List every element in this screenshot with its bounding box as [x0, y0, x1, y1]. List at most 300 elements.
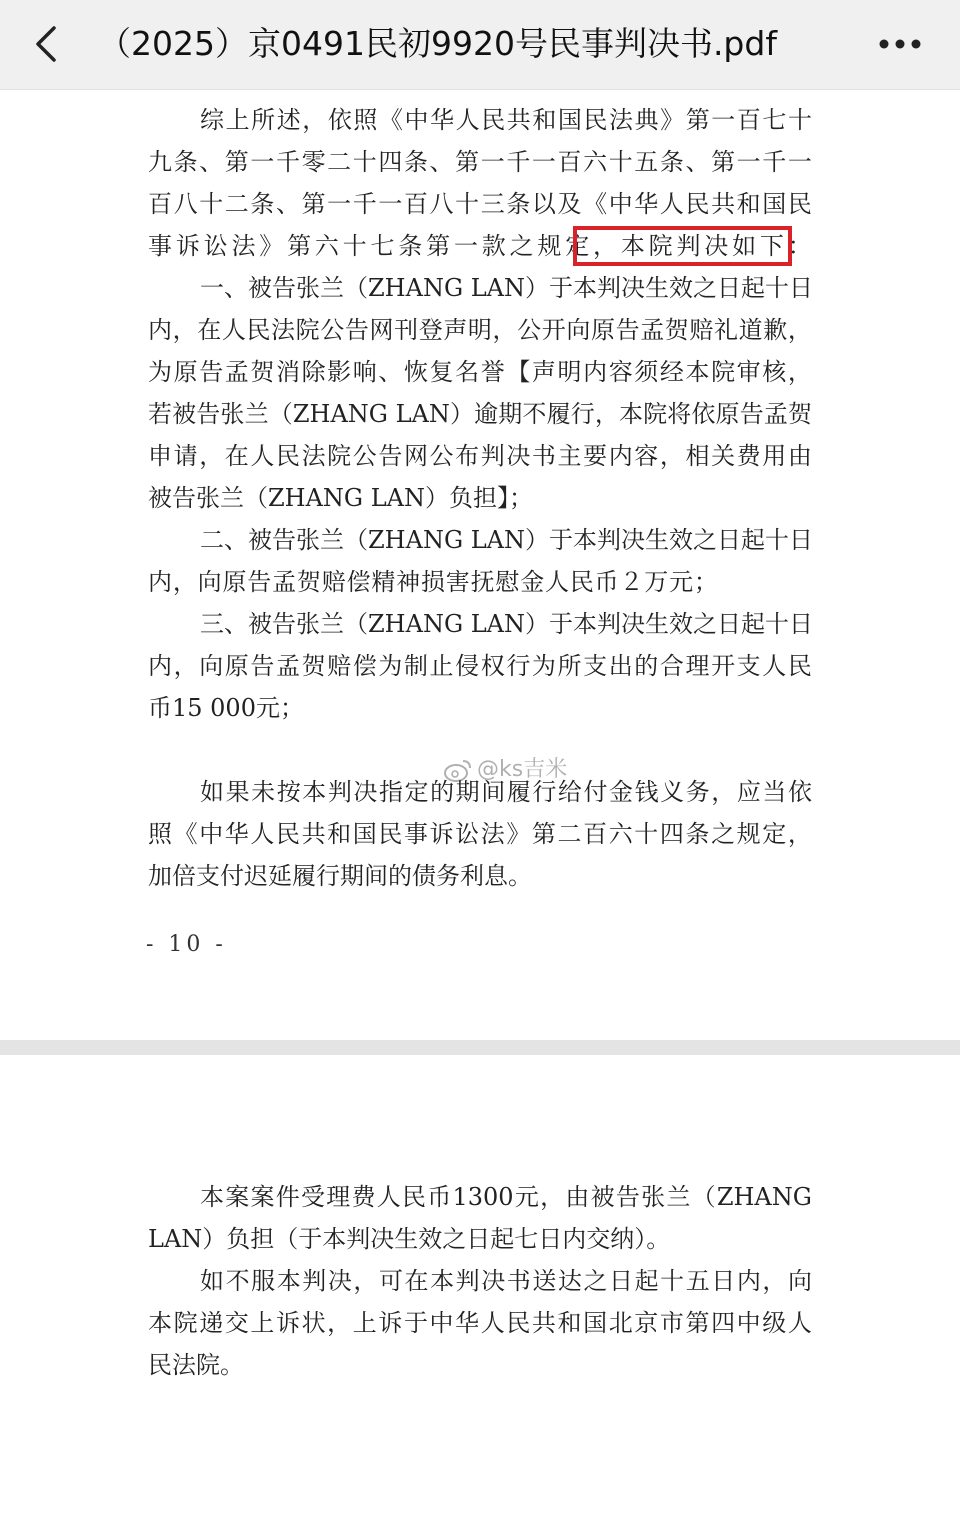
glyph: 兰: [244, 400, 269, 428]
glyph: 本: [430, 1267, 455, 1295]
glyph: 履: [546, 400, 571, 428]
glyph: 日: [789, 526, 814, 554]
glyph: 本: [276, 1267, 301, 1295]
glyph: 款: [481, 232, 506, 260]
glyph: 告: [250, 652, 275, 680]
text-line: [148, 565, 718, 599]
glyph: 明: [557, 358, 582, 386]
glyph: 行: [532, 778, 557, 806]
glyph: 原: [715, 400, 740, 428]
glyph: 关: [711, 442, 736, 470]
glyph: 《: [583, 190, 608, 218]
glyph: 道: [738, 316, 763, 344]
glyph: 规: [537, 232, 562, 260]
glyph: 一: [378, 190, 403, 218]
glyph: 为: [148, 358, 172, 386]
glyph: 效: [669, 610, 694, 638]
glyph: 共: [531, 1309, 556, 1337]
glyph: 告: [739, 400, 764, 428]
glyph: 理: [685, 652, 710, 680]
glyph: 人: [455, 106, 480, 134]
glyph: 及: [557, 190, 582, 218]
glyph: 第: [301, 190, 326, 218]
glyph: ，: [711, 778, 736, 806]
glyph: 法: [609, 106, 633, 134]
glyph: 民: [378, 820, 403, 848]
glyph: 逾: [474, 400, 499, 428]
glyph: 上: [352, 1309, 377, 1337]
glyph: 容: [634, 442, 659, 470]
glyph: ，: [172, 316, 197, 344]
glyph: 判: [676, 232, 701, 260]
glyph: 华: [430, 106, 455, 134]
glyph: 法: [231, 232, 256, 260]
glyph: 人: [787, 1309, 812, 1337]
glyph: 金: [520, 568, 545, 596]
text-line: [200, 271, 812, 305]
glyph: 十: [455, 190, 480, 218]
glyph: 赔: [689, 316, 714, 344]
back-button[interactable]: [26, 22, 70, 66]
glyph: 刊: [394, 316, 419, 344]
glyph: 判: [327, 778, 352, 806]
glyph: 贺: [664, 316, 689, 344]
glyph: ，: [302, 106, 327, 134]
glyph: 本: [573, 610, 598, 638]
glyph: 华: [224, 820, 249, 848]
glyph: 按: [276, 778, 301, 806]
glyph: 歉: [763, 316, 788, 344]
glyph: 日: [717, 526, 742, 554]
glyph: 、: [378, 358, 403, 386]
glyph: 照: [148, 820, 172, 848]
glyph: 之: [693, 274, 718, 302]
glyph: 容: [608, 358, 633, 386]
glyph: 国: [583, 1309, 608, 1337]
glyph: 内: [148, 568, 172, 596]
glyph: 院: [643, 400, 668, 428]
glyph: 诉: [175, 232, 200, 260]
glyph: ZHANG LAN: [368, 274, 526, 302]
glyph: 孟: [275, 652, 300, 680]
glyph: 以: [531, 190, 556, 218]
glyph: 百: [148, 190, 172, 218]
weibo-watermark: @ks吉米: [443, 755, 567, 785]
glyph: 日: [711, 1267, 736, 1295]
glyph: 十: [352, 148, 377, 176]
glyph: 为: [378, 652, 403, 680]
glyph: 人: [250, 442, 275, 470]
glyph: 起: [741, 526, 766, 554]
glyph: 响: [352, 358, 377, 386]
glyph: 精: [371, 568, 396, 596]
glyph: 被: [248, 274, 272, 302]
glyph: 期: [455, 778, 480, 806]
glyph: 、: [275, 190, 300, 218]
glyph: 依: [327, 106, 352, 134]
glyph: 决: [621, 274, 646, 302]
glyph: 起: [741, 274, 766, 302]
glyph: 币: [594, 568, 619, 596]
glyph: 声: [531, 358, 556, 386]
glyph: 内: [148, 652, 172, 680]
glyph: 一: [711, 106, 736, 134]
glyph: 下: [759, 232, 784, 260]
glyph: 开: [711, 652, 736, 680]
glyph: 二: [224, 190, 249, 218]
glyph: 告: [615, 1183, 640, 1211]
glyph: 民: [787, 652, 812, 680]
glyph: 人: [545, 568, 569, 596]
text-line: 民法院。: [148, 1351, 244, 1379]
glyph: 告: [247, 568, 272, 596]
glyph: 内: [148, 316, 172, 344]
glyph: 公: [429, 442, 454, 470]
glyph: 书: [506, 1267, 531, 1295]
glyph: 开: [541, 316, 566, 344]
glyph: 诉: [275, 1309, 300, 1337]
text-line: [200, 1264, 812, 1298]
glyph: 八: [429, 190, 454, 218]
glyph: 六: [314, 232, 339, 260]
glyph: 名: [455, 358, 480, 386]
glyph: ZHANG LAN: [368, 526, 526, 554]
glyph: 人: [221, 316, 246, 344]
glyph: 四: [711, 1309, 736, 1337]
glyph: 件: [275, 1183, 300, 1211]
glyph: 之: [509, 232, 534, 260]
glyph: 告: [196, 400, 221, 428]
glyph: 决: [353, 778, 378, 806]
glyph: 服: [251, 1267, 276, 1295]
glyph: 复: [429, 358, 454, 386]
glyph: 公: [320, 316, 345, 344]
glyph: 八: [173, 190, 198, 218]
glyph: 审: [736, 358, 761, 386]
glyph: 要: [583, 442, 608, 470]
glyph: 百: [583, 820, 608, 848]
glyph: 元: [669, 568, 694, 596]
glyph: 照: [353, 106, 378, 134]
glyph: ，: [199, 442, 224, 470]
text-line: [148, 439, 812, 473]
glyph: 权: [480, 652, 505, 680]
glyph: 七: [762, 106, 787, 134]
glyph: 国: [352, 820, 377, 848]
glyph: ）: [525, 526, 550, 554]
glyph: 告: [272, 526, 296, 554]
glyph: 京: [634, 1309, 659, 1337]
glyph: 一: [200, 274, 224, 302]
glyph: 三: [480, 190, 505, 218]
glyph: 付: [583, 778, 608, 806]
glyph: 四: [659, 820, 684, 848]
glyph: 相: [685, 442, 710, 470]
glyph: ，: [594, 400, 619, 428]
glyph: 被: [172, 400, 197, 428]
text-line: [148, 649, 812, 683]
glyph: 应: [736, 778, 761, 806]
glyph: 人: [762, 652, 787, 680]
glyph: 《: [173, 820, 198, 848]
glyph: 申: [148, 442, 172, 470]
glyph: 千: [506, 148, 531, 176]
glyph: 万: [644, 568, 669, 596]
glyph: 原: [173, 358, 198, 386]
glyph: 行: [506, 652, 531, 680]
glyph: 声: [443, 316, 468, 344]
glyph: 法: [480, 820, 505, 848]
glyph: 案: [225, 1183, 250, 1211]
glyph: 中: [429, 1309, 454, 1337]
glyph: 支: [736, 652, 761, 680]
glyph: 原: [222, 568, 247, 596]
glyph: 所: [557, 652, 582, 680]
glyph: 百: [736, 106, 761, 134]
glyph: 在: [224, 442, 249, 470]
glyph: 判: [480, 442, 505, 470]
glyph: 张: [220, 400, 245, 428]
glyph: 孟: [640, 316, 665, 344]
text-line: 币15 000元；: [148, 694, 304, 722]
glyph: 起: [741, 610, 766, 638]
glyph: 十: [608, 148, 633, 176]
glyph: 一: [327, 190, 352, 218]
glyph: 币: [427, 1183, 452, 1211]
glyph: 十: [634, 820, 659, 848]
glyph: 条: [403, 148, 428, 176]
glyph: 兰: [666, 1183, 691, 1211]
glyph: 》: [259, 232, 284, 260]
glyph: 一: [531, 148, 556, 176]
glyph: 内: [736, 1267, 761, 1295]
glyph: 民: [481, 106, 506, 134]
glyph: 制: [403, 652, 428, 680]
glyph: 的: [430, 778, 455, 806]
glyph: 若: [148, 400, 172, 428]
glyph: 事: [403, 820, 428, 848]
glyph: 院: [648, 232, 673, 260]
glyph: ，: [787, 316, 812, 344]
glyph: ，: [540, 1183, 565, 1211]
glyph: 生: [645, 526, 670, 554]
glyph: 二: [327, 148, 352, 176]
glyph: 民: [787, 190, 812, 218]
glyph: 损: [420, 568, 445, 596]
glyph: 、: [224, 610, 248, 638]
glyph: 神: [396, 568, 421, 596]
glyph: 张: [296, 274, 320, 302]
text-line: LAN）负担（于本判决生效之日起七日内交纳）。: [148, 1225, 671, 1253]
glyph: 市: [659, 1309, 684, 1337]
glyph: 网: [403, 442, 428, 470]
glyph: 和: [736, 190, 761, 218]
glyph: 人: [250, 820, 275, 848]
glyph: 十: [765, 526, 790, 554]
glyph: 不: [522, 400, 547, 428]
glyph: 上: [250, 1309, 275, 1337]
more-options-button[interactable]: [868, 24, 932, 64]
glyph: 核: [762, 358, 787, 386]
glyph: ）: [450, 400, 474, 428]
glyph: 本: [620, 232, 645, 260]
glyph: 人: [480, 1309, 505, 1337]
glyph: 北: [608, 1309, 633, 1337]
glyph: 上: [225, 106, 250, 134]
text-line: [200, 775, 812, 809]
glyph: 百: [557, 148, 582, 176]
glyph: 一: [480, 148, 505, 176]
glyph: 间: [481, 778, 506, 806]
glyph: 日: [789, 610, 814, 638]
glyph: 效: [669, 274, 694, 302]
text-line: 加倍支付迟延履行期间的债务利息。: [148, 862, 532, 890]
glyph: 之: [711, 820, 736, 848]
glyph: 定: [762, 820, 787, 848]
glyph: 法: [301, 442, 326, 470]
glyph: 、: [224, 526, 248, 554]
glyph: 出: [608, 652, 633, 680]
glyph: ；: [693, 568, 718, 596]
glyph: 之: [583, 1267, 608, 1295]
glyph: 、: [429, 148, 454, 176]
glyph: 于: [549, 274, 574, 302]
glyph: 十: [660, 1267, 685, 1295]
glyph: 影: [327, 358, 352, 386]
glyph: 贺: [250, 358, 275, 386]
pdf-page-10: [0, 90, 960, 1040]
glyph: 民: [246, 316, 271, 344]
glyph: 达: [557, 1267, 582, 1295]
glyph: 务: [685, 778, 710, 806]
glyph: 本: [302, 778, 327, 806]
text-line: [148, 817, 812, 851]
glyph: 由: [565, 1183, 590, 1211]
glyph: 内: [608, 442, 633, 470]
glyph: 千: [762, 148, 787, 176]
glyph: 在: [404, 1267, 429, 1295]
glyph: 十: [765, 274, 790, 302]
glyph: 交: [224, 1309, 249, 1337]
glyph: 未: [251, 778, 276, 806]
glyph: 1300: [452, 1183, 514, 1211]
glyph: 决: [704, 232, 729, 260]
glyph: 赔: [327, 652, 352, 680]
glyph: 九: [148, 148, 172, 176]
glyph: 向: [787, 1267, 812, 1295]
glyph: 登: [418, 316, 443, 344]
glyph: 原: [224, 652, 249, 680]
glyph: 诉: [429, 820, 454, 848]
glyph: 事: [148, 232, 172, 260]
glyph: 决: [506, 442, 531, 470]
glyph: 讼: [203, 232, 228, 260]
glyph: 果: [225, 778, 250, 806]
chevron-left-icon: [26, 22, 70, 66]
glyph: 条: [685, 820, 710, 848]
glyph: 贺: [296, 568, 321, 596]
glyph: 日: [789, 274, 814, 302]
glyph: ，: [327, 1309, 352, 1337]
glyph: 费: [351, 1183, 376, 1211]
glyph: 条: [506, 190, 531, 218]
glyph: 定: [404, 778, 429, 806]
glyph: 理: [326, 1183, 351, 1211]
glyph: 院: [327, 442, 352, 470]
glyph: 规: [736, 820, 761, 848]
glyph: 向: [197, 568, 222, 596]
glyph: 网: [369, 316, 394, 344]
glyph: 民: [506, 1309, 531, 1337]
glyph: 讼: [455, 820, 480, 848]
glyph: 向: [199, 652, 224, 680]
glyph: 用: [762, 442, 787, 470]
glyph: 当: [762, 778, 787, 806]
glyph: 之: [693, 610, 718, 638]
glyph: 国: [557, 106, 582, 134]
glyph: ，: [787, 820, 812, 848]
glyph: 十: [765, 610, 790, 638]
glyph: 如: [732, 232, 757, 260]
glyph: 、: [685, 148, 710, 176]
text-line: [200, 1180, 812, 1214]
glyph: 第: [426, 232, 451, 260]
glyph: 张: [296, 526, 320, 554]
glyph: 中: [608, 190, 633, 218]
glyph: 决: [327, 1267, 352, 1295]
glyph: 指: [378, 778, 403, 806]
glyph: 生: [645, 274, 670, 302]
glyph: 效: [669, 526, 694, 554]
glyph: 典: [634, 106, 659, 134]
glyph: 抚: [470, 568, 495, 596]
glyph: 第: [685, 1309, 710, 1337]
glyph: 誉: [480, 358, 505, 386]
glyph: 礼: [714, 316, 739, 344]
glyph: 和: [557, 1309, 582, 1337]
text-line: 被告张兰（ZHANG LAN）负担】；: [148, 484, 534, 512]
glyph: 张: [641, 1183, 666, 1211]
glyph: 第: [531, 820, 556, 848]
glyph: 生: [645, 610, 670, 638]
glyph: 第: [287, 232, 312, 260]
glyph: 期: [498, 400, 523, 428]
text-line: [200, 607, 812, 641]
glyph: 履: [506, 778, 531, 806]
glyph: ，: [492, 316, 517, 344]
glyph: 如: [200, 778, 224, 806]
glyph: 一: [453, 232, 478, 260]
glyph: 和: [327, 820, 352, 848]
glyph: 告: [272, 610, 296, 638]
glyph: 告: [344, 316, 369, 344]
glyph: 为: [531, 652, 556, 680]
text-line: [148, 355, 812, 389]
glyph: 民: [685, 190, 710, 218]
document-title: （2025）京0491民初9920号民事判决书.pdf: [98, 24, 777, 63]
glyph: 、: [224, 274, 248, 302]
glyph: 院: [173, 1309, 198, 1337]
glyph: 十: [199, 190, 224, 218]
glyph: 决: [621, 526, 646, 554]
glyph: 七: [370, 232, 395, 260]
glyph: 中: [404, 106, 429, 134]
glyph: 费: [736, 442, 761, 470]
glyph: 在: [197, 316, 222, 344]
glyph: 明: [467, 316, 492, 344]
glyph: 之: [693, 526, 718, 554]
glyph: 决: [621, 610, 646, 638]
